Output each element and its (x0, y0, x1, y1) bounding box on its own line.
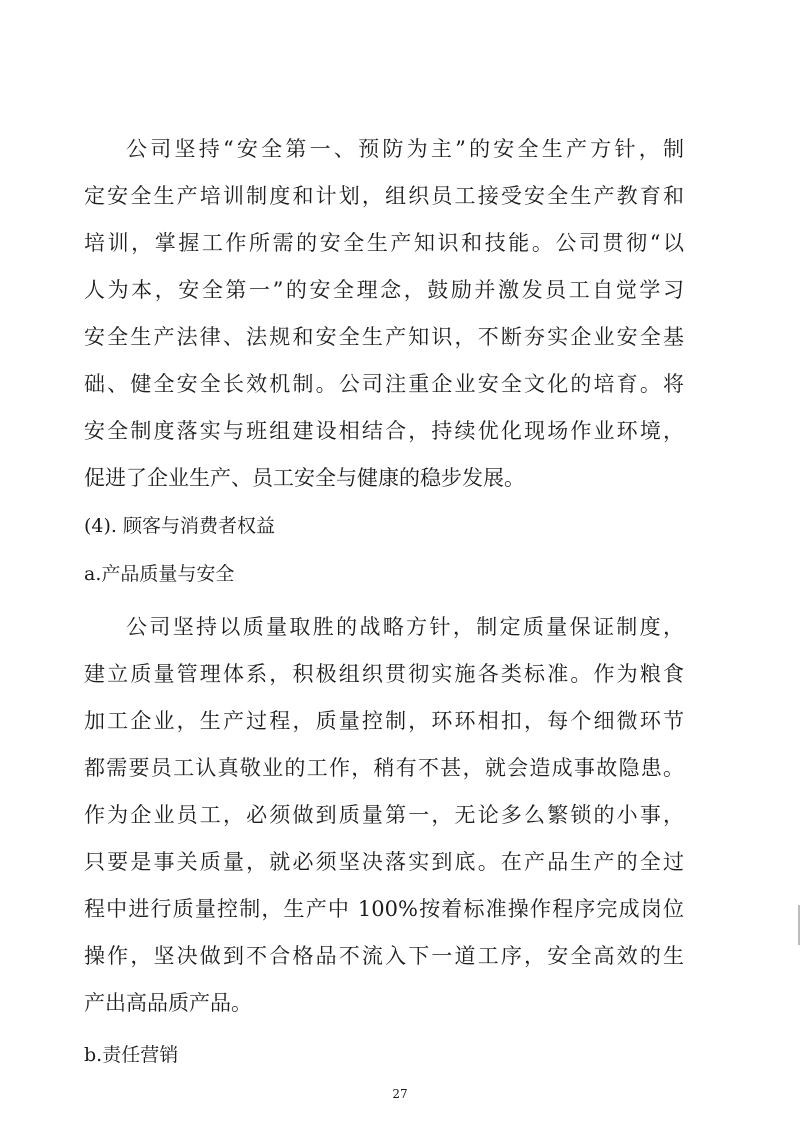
section-heading: (4). 顾客与消费者权益 (84, 515, 275, 537)
paragraph-2-line-8: 操作，坚决做到不合格品不流入下一道工序，安全高效的生 (84, 944, 684, 968)
paragraph-1-line-1: 公司坚持“安全第一、预防为主”的安全生产方针，制 (126, 137, 684, 161)
paragraph-2-line-9: 产出高品质产品。 (84, 991, 252, 1015)
paragraph-1-line-5: 安全生产法律、法规和安全生产知识，不断夯实企业安全基 (84, 325, 684, 349)
paragraph-2-line-2: 建立质量管理体系，积极组织贯彻实施各类标准。作为粮食 (84, 662, 684, 686)
paragraph-2-line-1: 公司坚持以质量取胜的战略方针，制定质量保证制度， (126, 615, 684, 639)
paragraph-2-line-5: 作为企业员工，必须做到质量第一，无论多么繁锁的小事， (84, 803, 684, 827)
paragraph-1-line-8: 促进了企业生产、员工安全与健康的稳步发展。 (84, 466, 525, 490)
page-number: 27 (392, 1087, 408, 1101)
paragraph-1-line-4: 人为本，安全第一”的安全理念，鼓励并激发员工自觉学习 (84, 278, 684, 302)
paragraph-2-line-4: 都需要员工认真敬业的工作，稍有不甚，就会造成事故隐患。 (84, 756, 684, 780)
subheading-responsible-marketing: b.责任营销 (84, 1044, 179, 1066)
paragraph-1-line-3: 培训，掌握工作所需的安全生产知识和技能。公司贯彻“以 (84, 231, 684, 255)
paragraph-2-line-3: 加工企业，生产过程，质量控制，环环相扣，每个细微环节 (84, 709, 684, 733)
paragraph-1-line-7: 安全制度落实与班组建设相结合，持续优化现场作业环境， (84, 419, 684, 443)
paragraph-1-line-2: 定安全生产培训制度和计划，组织员工接受安全生产教育和 (84, 184, 684, 208)
subheading-product-quality: a.产品质量与安全 (84, 563, 235, 585)
paragraph-2-line-6: 只要是事关质量，就必须坚决落实到底。在产品生产的全过 (84, 850, 684, 874)
paragraph-2-line-7: 程中进行质量控制，生产中 100%按着标准操作程序完成岗位 (84, 897, 684, 921)
paragraph-1-line-6: 础、健全安全长效机制。公司注重企业安全文化的培育。将 (84, 372, 684, 396)
